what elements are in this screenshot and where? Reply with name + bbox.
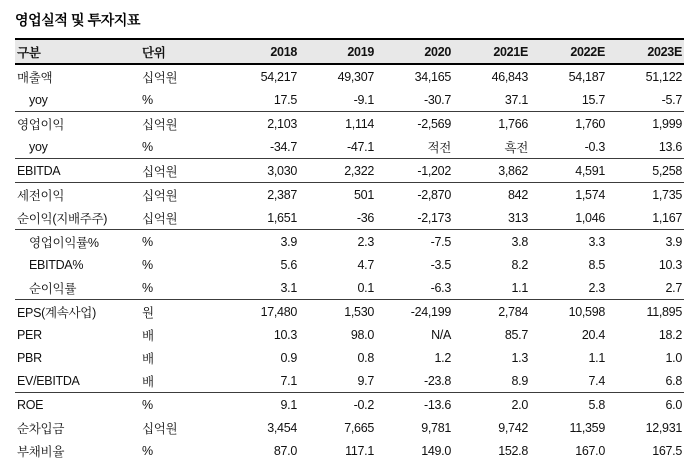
value-cell: 1,651 [222,206,299,230]
value-cell: 1.2 [434,350,451,365]
value-cell: 1,760 [575,116,605,131]
value-cell: 3,454 [267,420,297,435]
value-cell: 1.0 [665,350,682,365]
value-cell: 10,598 [568,304,605,319]
table-row [15,369,684,393]
table-header-row [15,39,684,64]
value-cell: -9.1 [299,88,376,112]
metric-label-cell: 부채비율 [17,444,65,459]
value-cell: 3.9 [280,234,297,249]
table-row [15,159,684,183]
value-cell: 1.1 [453,276,530,300]
value-cell: 7,665 [344,420,374,435]
metric-label-cell: 매출액 [17,70,53,85]
page-title: 영업실적 및 투자지표 [15,12,141,28]
value-cell: 1,114 [345,116,374,131]
value-cell: 12,931 [645,420,682,435]
value-cell: 5.6 [280,257,297,272]
value-cell: 1.3 [511,350,528,365]
table-row [15,346,684,369]
table-row [15,64,684,88]
value-cell: 17,480 [260,304,297,319]
value-cell: 1.1 [588,350,605,365]
value-cell: 18.2 [658,327,682,342]
value-cell: 85.7 [504,327,528,342]
table-row [15,393,684,417]
value-cell: 37.1 [453,88,530,112]
value-cell: N/A [431,327,451,342]
header-cell-year: 2020 [376,39,453,64]
unit-cell: 배 [142,351,154,366]
value-cell: 1,999 [652,116,682,131]
table-row [15,416,684,439]
value-cell: 2,387 [267,187,297,202]
value-cell: 17.5 [222,88,299,112]
value-cell: -6.3 [376,276,453,300]
value-cell: -23.8 [376,369,453,393]
value-cell: -2,870 [417,187,451,202]
value-cell: 149.0 [421,443,451,458]
value-cell: 0.8 [357,350,374,365]
value-cell: -34.7 [222,135,299,159]
unit-cell: % [142,397,153,412]
header-cell-year: 2023E [607,39,684,64]
value-cell: 1,046 [530,206,607,230]
value-cell: -5.7 [607,88,684,112]
value-cell: -13.6 [424,397,451,412]
table-row [15,183,684,207]
value-cell: 2,784 [498,304,528,319]
value-cell: 4,591 [530,159,607,183]
metric-label-cell: 순차입금 [17,421,65,436]
metric-label-cell: PER [17,327,42,342]
value-cell: 1,574 [575,187,605,202]
value-cell: 4.7 [357,257,374,272]
header-cell-year: 2022E [530,39,607,64]
value-cell: -7.5 [430,234,451,249]
value-cell: 2.0 [511,397,528,412]
value-cell: 1,766 [498,116,528,131]
value-cell: -30.7 [376,88,453,112]
financial-metrics-table [15,38,684,460]
value-cell: 흑전 [453,135,530,159]
value-cell: 3.3 [588,234,605,249]
value-cell: 5,258 [607,159,684,183]
header-cell-year: 2018 [222,39,299,64]
value-cell: 5.8 [588,397,605,412]
metric-label-cell: EBITDA [15,159,140,183]
value-cell: 9.1 [280,397,297,412]
table-row [15,206,684,230]
unit-cell: 십억원 [142,117,178,132]
value-cell: 0.9 [280,350,297,365]
metric-label-cell: PBR [17,350,42,365]
metric-label-cell: 영업이익률% [29,235,99,250]
metric-label-cell: EV/EBITDA [15,369,140,393]
value-cell: 11,895 [646,304,682,319]
table-row [15,112,684,136]
value-cell: -0.3 [530,135,607,159]
value-cell: 54,187 [568,69,605,84]
value-cell: -47.1 [299,135,376,159]
header-cell-year: 2019 [299,39,376,64]
table-row [15,300,684,324]
value-cell: 7.4 [530,369,607,393]
metric-label-cell: yoy [15,135,140,159]
value-cell: -0.2 [353,397,374,412]
value-cell: 313 [453,206,530,230]
value-cell: 9,781 [421,420,451,435]
value-cell: 10.3 [273,327,297,342]
unit-cell: 십억원 [140,206,222,230]
value-cell: 2,103 [267,116,297,131]
value-cell: 2,322 [299,159,376,183]
metric-label-cell: ROE [17,397,44,412]
value-cell: 3.9 [665,234,682,249]
table-row [15,323,684,346]
value-cell: 49,307 [337,69,374,84]
unit-cell: % [142,234,153,249]
value-cell: 54,217 [260,69,297,84]
metric-label-cell: 순이익률 [15,276,140,300]
metric-label-cell: 순이익(지배주주) [15,206,140,230]
value-cell: 0.1 [299,276,376,300]
header-cell-label: 구분 [15,39,140,64]
value-cell: 8.5 [588,257,605,272]
value-cell: 51,122 [645,69,682,84]
value-cell: 2.7 [607,276,684,300]
unit-cell: 배 [142,328,154,343]
unit-cell: 원 [142,305,154,320]
value-cell: 9.7 [299,369,376,393]
value-cell: 98.0 [350,327,374,342]
value-cell: 2.3 [530,276,607,300]
value-cell: 1,735 [652,187,682,202]
value-cell: -2,173 [376,206,453,230]
value-cell: 7.1 [222,369,299,393]
value-cell: 8.2 [511,257,528,272]
metric-label-cell: EBITDA% [29,257,84,272]
unit-cell: % [140,88,222,112]
metric-label-cell: 영업이익 [17,117,65,132]
value-cell: 적전 [376,135,453,159]
table-row [15,253,684,276]
value-cell: 1,167 [607,206,684,230]
table-row [15,88,684,112]
value-cell: -1,202 [376,159,453,183]
table-row [15,276,684,300]
value-cell: 117.1 [345,443,374,458]
metric-label-cell: EPS(계속사업) [17,305,96,320]
value-cell: -2,569 [417,116,451,131]
table-row [15,230,684,254]
value-cell: 15.7 [530,88,607,112]
header-cell-unit: 단위 [140,39,222,64]
value-cell: 6.0 [665,397,682,412]
value-cell: 8.9 [453,369,530,393]
metric-label-cell: yoy [15,88,140,112]
value-cell: 3,030 [222,159,299,183]
value-cell: -24,199 [410,304,451,319]
unit-cell: % [142,443,153,458]
unit-cell: 십억원 [142,70,178,85]
value-cell: 9,742 [498,420,528,435]
value-cell: 13.6 [607,135,684,159]
value-cell: 152.8 [498,443,528,458]
unit-cell: 십억원 [142,421,178,436]
value-cell: 3.8 [511,234,528,249]
value-cell: 11,359 [569,420,605,435]
unit-cell: 십억원 [142,188,178,203]
value-cell: 842 [508,187,528,202]
value-cell: 1,530 [344,304,374,319]
unit-cell: % [142,257,153,272]
unit-cell: % [140,135,222,159]
value-cell: 167.5 [652,443,682,458]
value-cell: 6.8 [607,369,684,393]
table-row [15,439,684,460]
value-cell: 20.4 [581,327,605,342]
value-cell: -36 [299,206,376,230]
unit-cell: % [140,276,222,300]
header-cell-year: 2021E [453,39,530,64]
value-cell: 2.3 [357,234,374,249]
value-cell: 87.0 [273,443,297,458]
table-row [15,135,684,159]
value-cell: 167.0 [575,443,605,458]
value-cell: 3,862 [453,159,530,183]
value-cell: 46,843 [491,69,528,84]
value-cell: 10.3 [658,257,682,272]
value-cell: -3.5 [430,257,451,272]
unit-cell: 배 [140,369,222,393]
value-cell: 3.1 [222,276,299,300]
value-cell: 501 [354,187,374,202]
metric-label-cell: 세전이익 [17,188,65,203]
unit-cell: 십억원 [140,159,222,183]
value-cell: 34,165 [414,69,451,84]
